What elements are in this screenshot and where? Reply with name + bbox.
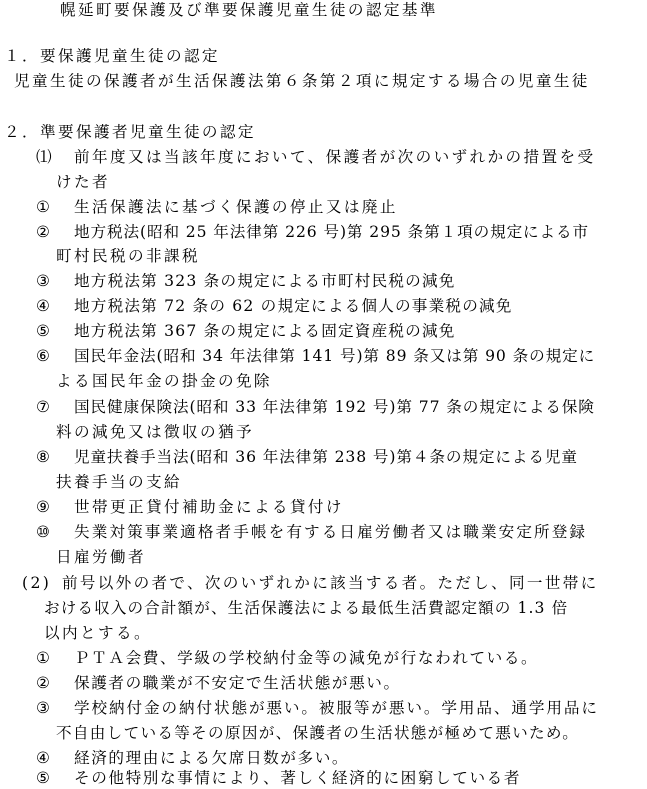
sub2-item-text: 保護者の職業が不安定で生活状態が悪い。 xyxy=(74,674,401,692)
sub1-item-text-cont: 料の減免又は徴収の猶予 xyxy=(56,423,254,441)
sub1-item-text: 国民年金法(昭和 34 年法律第 141 号)第 89 条又は第 90 条の規定に xyxy=(74,347,596,365)
sub1-item-marker: ⑨ xyxy=(36,498,53,516)
sub1-item-text-cont: 扶養手当の支給 xyxy=(56,473,182,491)
sub1-item-marker: ③ xyxy=(36,272,53,290)
sub2-item-text: ＰＴＡ会費、学級の学校納付金等の減免が行なわれている。 xyxy=(74,649,539,667)
sub1-item-marker: ⑩ xyxy=(36,523,53,541)
sub1-item-text: 失業対策事業適格者手帳を有する日雇労働者又は職業安定所登録 xyxy=(74,523,588,541)
sub2-item-text: 学校納付金の納付状態が悪い。被服等が悪い。学用品、通学用品に xyxy=(74,699,599,717)
sub2-item-text-cont: 不自由している等その原因が、保護者の生活状態が極めて悪いため。 xyxy=(56,724,580,742)
sub1-item-text: 地方税法第 367 条の規定による固定資産税の減免 xyxy=(74,322,456,340)
sub2-item-marker: ③ xyxy=(36,699,53,717)
sub1-item-text: 世帯更正貸付補助金による貸付け xyxy=(74,498,344,516)
sub2-text-line3: 以内とする。 xyxy=(44,624,152,642)
sub1-item-marker: ⑦ xyxy=(36,398,53,416)
sub2-text-line1: 前号以外の者で、次のいずれかに該当する者。ただし、同一世帯に xyxy=(62,574,599,592)
sub1-item-text-cont: よる国民年金の掛金の免除 xyxy=(56,372,272,390)
section2-heading: ２．準要保護者児童生徒の認定 xyxy=(4,123,256,141)
sub2-item-marker: ⑤ xyxy=(36,769,53,787)
sub1-item-text: 地方税法第 72 条の 62 の規定による個人の事業税の減免 xyxy=(74,297,513,315)
sub2-item-text: 経済的理由による欠席日数が多い。 xyxy=(74,749,350,767)
sub1-item-text: 児童扶養手当法(昭和 36 年法律第 238 号)第４条の規定による児童 xyxy=(74,448,578,466)
sub2-text-line2: おける収入の合計額が、生活保護法による最低生活費認定額の 1.3 倍 xyxy=(44,599,569,617)
sub1-item-text: 地方税法第 323 条の規定による市町村民税の減免 xyxy=(74,272,456,290)
sub1-item-marker: ① xyxy=(36,198,53,216)
document-title: 幌延町要保護及び準要保護児童生徒の認定基準 xyxy=(60,1,438,19)
section1-body: 児童生徒の保護者が生活保護法第６条第２項に規定する場合の児童生徒 xyxy=(14,72,590,90)
sub2-item-marker: ① xyxy=(36,649,53,667)
sub2-item-marker: ④ xyxy=(36,749,53,767)
sub1-item-text: 地方税法(昭和 25 年法律第 226 号)第 295 条第１項の規定による市 xyxy=(74,223,590,241)
sub1-marker: ⑴ xyxy=(36,148,54,166)
sub1-item-marker: ⑤ xyxy=(36,322,53,340)
sub1-item-text-cont: 日雇労働者 xyxy=(56,548,146,566)
sub1-item-marker: ② xyxy=(36,223,53,241)
sub1-text-line2: けた者 xyxy=(56,173,110,191)
sub1-item-marker: ④ xyxy=(36,297,53,315)
section1-heading: １．要保護児童生徒の認定 xyxy=(4,47,220,65)
sub1-item-text: 国民健康保険法(昭和 33 年法律第 192 号)第 77 条の規定による保険 xyxy=(74,398,595,416)
sub1-item-marker: ⑧ xyxy=(36,448,53,466)
sub1-item-text-cont: 町村民税の非課税 xyxy=(56,247,200,265)
sub1-item-marker: ⑥ xyxy=(36,347,53,365)
sub1-item-text: 生活保護法に基づく保護の停止又は廃止 xyxy=(74,198,398,216)
sub2-marker: (2) xyxy=(22,574,52,592)
sub2-item-marker: ② xyxy=(36,674,53,692)
sub1-text-line1: 前年度又は当該年度において、保護者が次のいずれかの措置を受 xyxy=(74,148,596,166)
sub2-item-text: その他特別な事情により、著しく経済的に困窮している者 xyxy=(74,769,522,787)
